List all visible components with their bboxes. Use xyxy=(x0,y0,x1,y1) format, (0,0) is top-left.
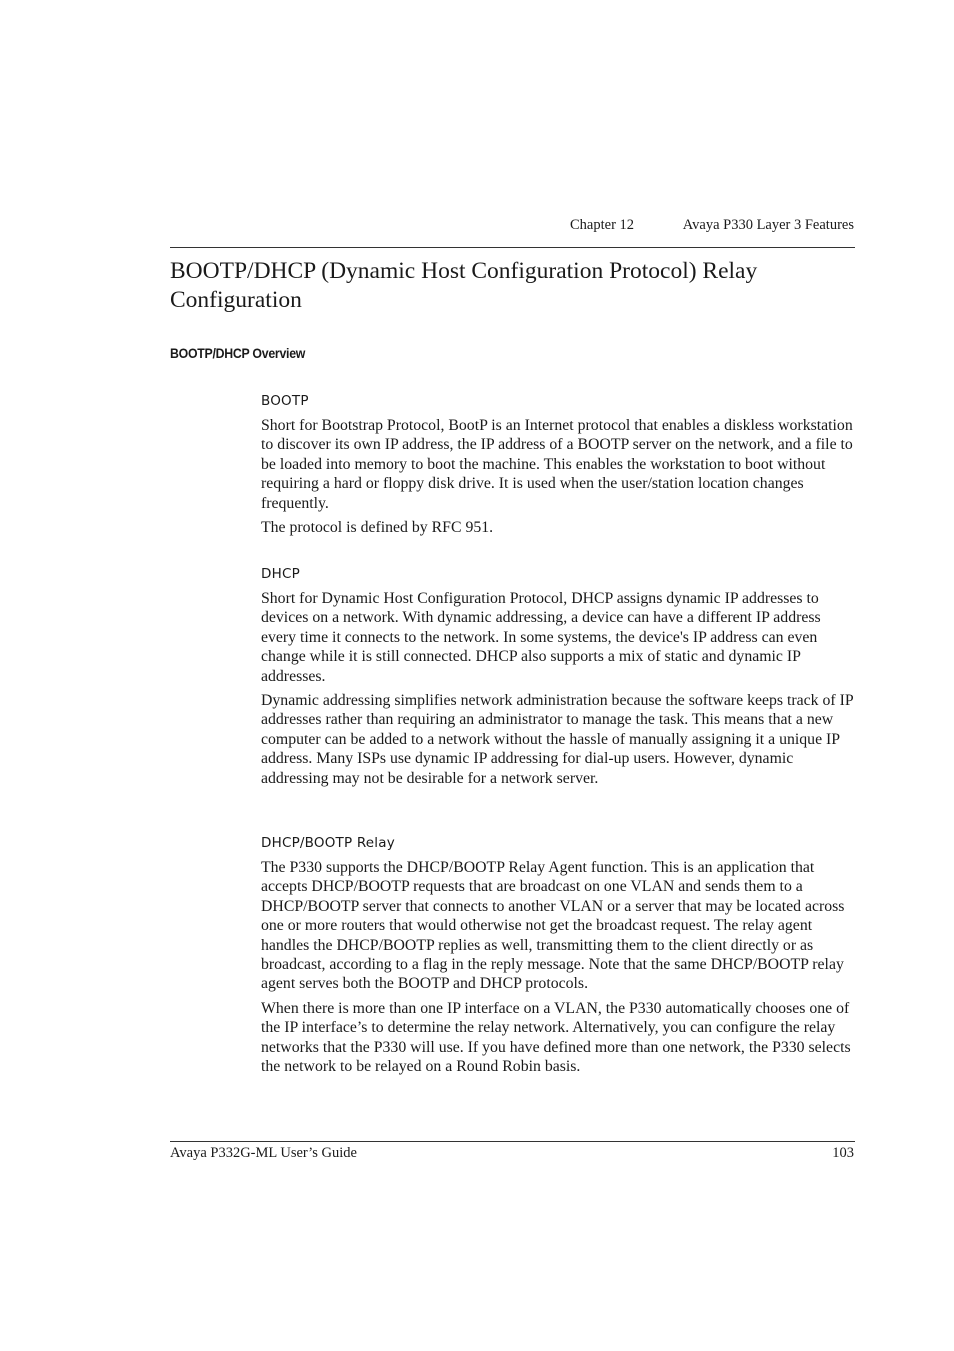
page-number: 103 xyxy=(832,1145,854,1161)
paragraph: When there is more than one IP interface on a VLAN, the P330 automatically chooses one of the IP interface’s to determine the relay network. Alternatively, you can configure the relay networks that the P330 will use. If you have defined more than one network, the P330 selects the network to be relayed on a Round Robin basis. xyxy=(261,999,851,1076)
paragraph: Short for Bootstrap Protocol, BootP is an Internet protocol that enables a diskless workstation to discover its own IP address, the IP address of a BOOTP server on the network, and a file to be loaded into memory to boot the machine. This enables the workstation to boot without requiring a hard or floppy disk drive. It is used when the user/station location changes frequently. xyxy=(261,417,853,512)
subsection-title: BOOTP/DHCP Overview xyxy=(170,345,306,361)
dhcp-heading: DHCP xyxy=(261,566,300,582)
paragraph: The P330 supports the DHCP/BOOTP Relay Agent function. This is an application that accepts DHCP/BOOTP requests that are broadcast on one VLAN and sends them to a DHCP/BOOTP server that connects to another VLAN or a server that may be located across one or more routers that would otherwise not get the broadcast request. The relay agent handles the DHCP/BOOTP replies as well, transmitting them to the client directly or as broadcast, according to a flag in the reply message. Note that the same DHCP/BOOTP relay agent serves both the BOOTP and DHCP protocols. xyxy=(261,859,845,993)
page-footer xyxy=(170,1144,854,1164)
header-rule xyxy=(170,247,855,248)
relay-heading: DHCP/BOOTP Relay xyxy=(261,835,395,851)
page-header xyxy=(170,216,854,236)
chapter-title: Avaya P330 Layer 3 Features xyxy=(682,217,854,233)
bootp-section xyxy=(261,392,855,542)
chapter-label: Chapter 12 xyxy=(570,217,635,233)
paragraph: Short for Dynamic Host Configuration Protocol, DHCP assigns dynamic IP addresses to devices on a network. With dynamic addressing, a device can have a different IP address every time it connects to the network. In some systems, the device's IP address can even change while it is still connected. DHCP also supports a mix of static and dynamic IP addresses. xyxy=(261,590,821,685)
paragraph: Dynamic addressing simplifies network administration because the software keeps track of IP addresses rather than requiring an administrator to manage the task. This means that a new computer can be added to a network without the hassle of manually assigning it a unique IP address. Many ISPs use dynamic IP addressing for dial-up users. However, dynamic addressing may not be desirable for a network server. xyxy=(261,692,854,787)
footer-rule xyxy=(170,1141,855,1142)
section-title: BOOTP/DHCP (Dynamic Host Configuration Protocol) Relay Configuration xyxy=(170,258,758,313)
paragraph: The protocol is defined by RFC 951. xyxy=(261,519,494,537)
dhcp-section xyxy=(261,565,855,793)
bootp-heading: BOOTP xyxy=(261,393,309,409)
guide-title: Avaya P332G-ML User’s Guide xyxy=(170,1145,357,1161)
relay-section xyxy=(261,834,855,1081)
